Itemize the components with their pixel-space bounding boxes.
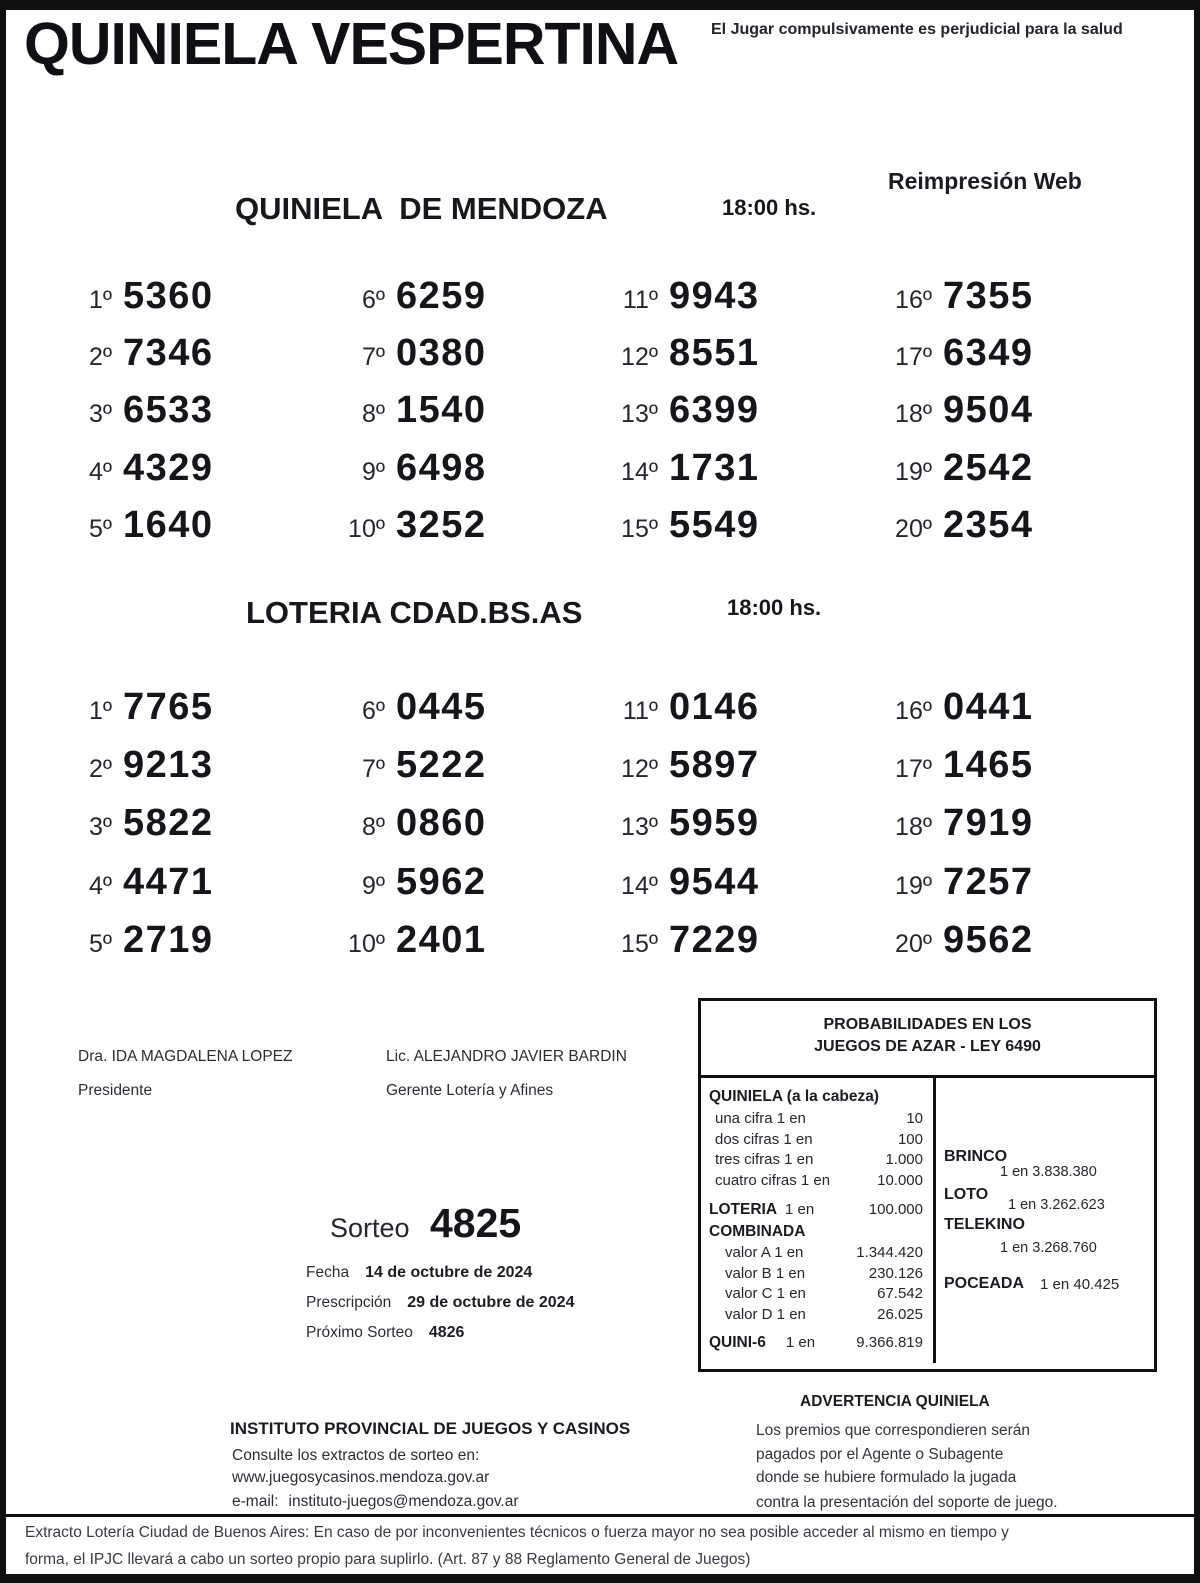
result-position: 13º	[621, 400, 658, 429]
odds-value: 100	[897, 1130, 923, 1148]
draw-number-value: 4825	[430, 1200, 522, 1246]
result-row	[32, 678, 214, 736]
result-number: 0380	[396, 332, 487, 375]
result-row	[578, 736, 760, 794]
result-number: 6259	[396, 275, 487, 317]
results-column	[32, 268, 214, 554]
result-number: 5549	[669, 503, 760, 546]
draw-date-label: Fecha	[306, 1264, 350, 1281]
responsible-gaming-warning: El Jugar compulsivamente es perjudicial para la salud	[711, 21, 1123, 38]
result-number: 3252	[396, 503, 487, 546]
odds-row	[701, 1264, 933, 1285]
odds-value: 1.344.420	[856, 1244, 923, 1261]
result-position: 10º	[348, 929, 385, 958]
loteria-odds-value: 100.000	[868, 1201, 923, 1218]
result-row	[305, 911, 487, 969]
result-position: 2º	[88, 343, 112, 372]
result-row	[852, 794, 1034, 852]
result-number: 9213	[123, 744, 214, 787]
signature-manager-title: Gerente Lotería y Afines	[386, 1082, 554, 1099]
loteria-odds-row	[701, 1199, 933, 1220]
odds-label: una cifra 1 en	[715, 1110, 806, 1127]
result-row	[305, 268, 487, 325]
results-column	[852, 268, 1034, 554]
next-draw-label: Próximo Sorteo	[306, 1324, 413, 1341]
odds-label: valor C 1 en	[725, 1285, 806, 1302]
result-row	[305, 794, 487, 852]
results-column	[305, 678, 487, 969]
next-draw-value: 4826	[428, 1324, 465, 1341]
web-reprint-label: Reimpresión Web	[888, 168, 1082, 194]
results-column	[578, 678, 760, 969]
quiniela-warning-heading: ADVERTENCIA QUINIELA	[800, 1393, 990, 1410]
result-row	[32, 440, 214, 497]
loteria-odds-label: LOTERIA	[709, 1201, 778, 1218]
odds-row	[701, 1243, 933, 1264]
result-number: 7257	[943, 860, 1034, 903]
result-position: 8º	[361, 400, 385, 429]
odds-row	[701, 1305, 933, 1326]
result-position: 2º	[88, 755, 112, 784]
brinco-odds-value: 1 en 3.838.380	[1000, 1164, 1097, 1180]
odds-label: valor A 1 en	[725, 1244, 804, 1261]
draw-prescription-label: Prescripción	[306, 1294, 392, 1311]
result-position: 1º	[88, 286, 112, 314]
signature-manager-name: Lic. ALEJANDRO JAVIER BARDIN	[386, 1048, 627, 1065]
telekino-odds-value: 1 en 3.268.760	[1000, 1240, 1097, 1256]
poceada-odds-value: 1 en 40.425	[1040, 1276, 1120, 1293]
result-position: 18º	[895, 400, 932, 429]
result-row	[578, 268, 760, 325]
result-row	[32, 911, 214, 969]
result-position: 7º	[361, 755, 385, 784]
result-number: 5962	[396, 860, 487, 903]
odds-value: 1.000	[885, 1151, 923, 1168]
quiniela-warning-line: contra la presentación del soporte de juego.	[756, 1494, 1058, 1511]
footer-note-line: forma, el IPJC llevará a cabo un sorteo propio para suplirlo. (Art. 87 y 88 Reglamento General de Juegos)	[25, 1551, 751, 1568]
result-row	[852, 736, 1034, 794]
result-position: 4º	[88, 871, 112, 900]
odds-label: cuatro cifras 1 en	[715, 1171, 831, 1189]
quini6-odds-value: 9.366.819	[856, 1334, 923, 1351]
result-number: 7346	[123, 332, 214, 375]
quini6-odds-label: QUINI-6	[709, 1334, 766, 1351]
section-heading-bsas: LOTERIA CDAD.BS.AS	[246, 595, 583, 630]
odds-value: 230.126	[868, 1264, 923, 1282]
footer-note-line: Extracto Lotería Ciudad de Buenos Aires: En caso de por inconvenientes técnicos o fuerza mayor no sea posible acceder al mismo en tiempo y	[25, 1524, 1009, 1541]
result-number: 1640	[123, 503, 214, 546]
poceada-odds-label: POCEADA	[944, 1275, 1025, 1292]
result-position: 16º	[895, 697, 932, 725]
odds-value: 10.000	[877, 1171, 923, 1189]
probabilities-box	[698, 998, 1157, 1372]
result-row	[578, 911, 760, 969]
result-row	[305, 325, 487, 382]
result-number: 2719	[123, 918, 214, 961]
results-column	[852, 678, 1034, 969]
result-row	[852, 911, 1034, 969]
odds-row	[701, 1284, 933, 1305]
result-position: 13º	[621, 813, 658, 842]
quiniela-warning-line: donde se hubiere formulado la jugada	[756, 1469, 1017, 1486]
result-position: 3º	[88, 813, 112, 842]
result-row	[32, 794, 214, 852]
probabilities-title-line1: PROBABILIDADES EN LOS	[823, 1016, 1032, 1033]
next-draw-row	[306, 1324, 464, 1342]
results-grid-mendoza	[0, 268, 1200, 555]
result-row	[32, 325, 214, 382]
results-grid-bsas	[0, 678, 1200, 970]
result-position: 6º	[361, 697, 385, 725]
page-title: QUINIELA VESPERTINA	[24, 11, 679, 77]
result-position: 4º	[88, 457, 112, 486]
probabilities-title-line2: JUEGOS DE AZAR - LEY 6490	[814, 1038, 1041, 1055]
result-number: 9943	[669, 275, 760, 317]
probabilities-right-column	[936, 1078, 1154, 1363]
result-position: 7º	[361, 343, 385, 372]
result-position: 12º	[621, 343, 658, 372]
signature-president-title: Presidente	[78, 1082, 153, 1099]
result-number: 7919	[943, 802, 1034, 845]
result-row	[305, 440, 487, 497]
odds-row	[701, 1150, 933, 1171]
result-position: 19º	[895, 871, 932, 900]
result-number: 0146	[669, 686, 760, 728]
result-row	[852, 497, 1034, 554]
institute-email-row	[232, 1493, 519, 1511]
result-number: 2542	[943, 446, 1034, 489]
result-position: 9º	[361, 457, 385, 486]
result-position: 3º	[88, 400, 112, 429]
result-number: 5360	[123, 275, 214, 317]
result-number: 8551	[669, 332, 760, 375]
loteria-odds-mid: 1 en	[785, 1201, 815, 1218]
result-number: 7355	[943, 275, 1034, 317]
odds-value: 67.542	[877, 1285, 923, 1302]
quiniela-warning-line: pagados por el Agente o Subagente	[756, 1446, 1004, 1463]
result-number: 2401	[396, 918, 487, 961]
result-number: 1731	[669, 446, 760, 489]
result-number: 5822	[123, 802, 214, 845]
result-number: 5897	[669, 744, 760, 787]
probabilities-box-title	[701, 1001, 1154, 1078]
odds-row	[701, 1171, 933, 1192]
result-row	[578, 853, 760, 911]
draw-prescription-value: 29 de octubre de 2024	[407, 1294, 575, 1311]
result-row	[578, 497, 760, 554]
result-row	[852, 325, 1034, 382]
result-position: 18º	[895, 813, 932, 842]
result-position: 15º	[621, 514, 658, 543]
result-position: 20º	[895, 929, 932, 958]
result-row	[305, 678, 487, 736]
result-position: 10º	[348, 514, 385, 543]
result-number: 4471	[123, 860, 214, 903]
result-number: 5222	[396, 744, 487, 787]
result-number: 0860	[396, 802, 487, 845]
institute-email: instituto-juegos@mendoza.gov.ar	[288, 1493, 519, 1510]
result-position: 16º	[895, 286, 932, 314]
brinco-odds-label: BRINCO	[944, 1148, 1008, 1165]
result-row	[852, 440, 1034, 497]
draw-date-row	[306, 1264, 532, 1282]
odds-row	[701, 1130, 933, 1151]
result-number: 6349	[943, 332, 1034, 375]
result-position: 1º	[88, 697, 112, 725]
institute-email-label: e-mail:	[232, 1493, 279, 1510]
result-row	[305, 736, 487, 794]
result-position: 20º	[895, 514, 932, 543]
odds-label: valor B 1 en	[725, 1264, 806, 1282]
result-number: 1465	[943, 744, 1034, 787]
quini6-odds-mid: 1 en	[785, 1334, 816, 1351]
draw-prescription-row	[306, 1294, 574, 1312]
result-row	[32, 736, 214, 794]
odds-value: 10	[906, 1110, 923, 1127]
result-row	[578, 440, 760, 497]
draw-date-value: 14 de octubre de 2024	[365, 1264, 533, 1281]
result-number: 6533	[123, 389, 214, 432]
loto-odds-value: 1 en 3.262.623	[1008, 1197, 1105, 1213]
loto-odds-label: LOTO	[944, 1186, 989, 1203]
result-row	[578, 382, 760, 439]
result-position: 11º	[622, 286, 658, 314]
results-column	[32, 678, 214, 969]
draw-time-mendoza: 18:00 hs.	[722, 195, 817, 220]
combinada-odds-heading: COMBINADA	[709, 1223, 806, 1240]
quiniela-warning-line: Los premios que correspondieren serán	[756, 1422, 1030, 1439]
signature-president-name: Dra. IDA MAGDALENA LOPEZ	[78, 1048, 293, 1065]
result-number: 9544	[669, 860, 760, 903]
result-position: 9º	[361, 871, 385, 900]
telekino-odds-label: TELEKINO	[944, 1216, 1025, 1233]
result-position: 5º	[88, 514, 112, 543]
result-row	[305, 382, 487, 439]
quiniela-odds-heading: QUINIELA (a la cabeza)	[709, 1088, 879, 1105]
result-number: 0445	[396, 686, 487, 728]
probabilities-left-column	[701, 1078, 936, 1363]
result-position: 14º	[621, 457, 658, 486]
result-position: 6º	[361, 286, 385, 314]
result-position: 5º	[88, 929, 112, 958]
quini6-odds-row	[701, 1332, 933, 1353]
result-number: 5959	[669, 802, 760, 845]
results-column	[305, 268, 487, 554]
result-number: 6498	[396, 446, 487, 489]
result-row	[32, 853, 214, 911]
result-number: 0441	[943, 686, 1034, 728]
draw-time-bsas: 18:00 hs.	[727, 595, 822, 620]
result-position: 15º	[621, 929, 658, 958]
result-position: 8º	[361, 813, 385, 842]
draw-number-label: Sorteo	[330, 1213, 410, 1243]
result-row	[852, 382, 1034, 439]
odds-label: valor D 1 en	[725, 1305, 806, 1323]
odds-label: tres cifras 1 en	[715, 1151, 814, 1168]
result-row	[852, 678, 1034, 736]
result-row	[852, 268, 1034, 325]
institute-consult-line: Consulte los extractos de sorteo en:	[232, 1447, 480, 1464]
result-row	[305, 853, 487, 911]
footer-divider	[6, 1514, 1194, 1517]
result-position: 14º	[621, 871, 658, 900]
results-column	[578, 268, 760, 554]
result-position: 17º	[895, 343, 932, 372]
result-position: 12º	[621, 755, 658, 784]
result-row	[32, 268, 214, 325]
result-row	[852, 853, 1034, 911]
result-row	[578, 325, 760, 382]
institute-website: www.juegosycasinos.mendoza.gov.ar	[232, 1469, 490, 1486]
section-heading-mendoza: QUINIELA DE MENDOZA	[235, 191, 608, 226]
result-position: 17º	[895, 755, 932, 784]
odds-value: 26.025	[877, 1305, 923, 1323]
result-number: 7229	[669, 918, 760, 961]
result-number: 6399	[669, 389, 760, 432]
result-number: 1540	[396, 389, 487, 432]
result-number: 9562	[943, 918, 1034, 961]
result-number: 2354	[943, 503, 1034, 546]
institute-name: INSTITUTO PROVINCIAL DE JUEGOS Y CASINOS	[230, 1419, 631, 1438]
result-row	[32, 382, 214, 439]
result-number: 9504	[943, 389, 1034, 432]
odds-label: dos cifras 1 en	[715, 1130, 813, 1148]
result-row	[578, 678, 760, 736]
result-row	[32, 497, 214, 554]
result-position: 11º	[622, 697, 658, 725]
result-row	[305, 497, 487, 554]
result-position: 19º	[895, 457, 932, 486]
result-row	[578, 794, 760, 852]
result-number: 4329	[123, 446, 214, 489]
result-number: 7765	[123, 686, 214, 728]
probabilities-box-body	[701, 1078, 1154, 1363]
odds-row	[701, 1109, 933, 1130]
